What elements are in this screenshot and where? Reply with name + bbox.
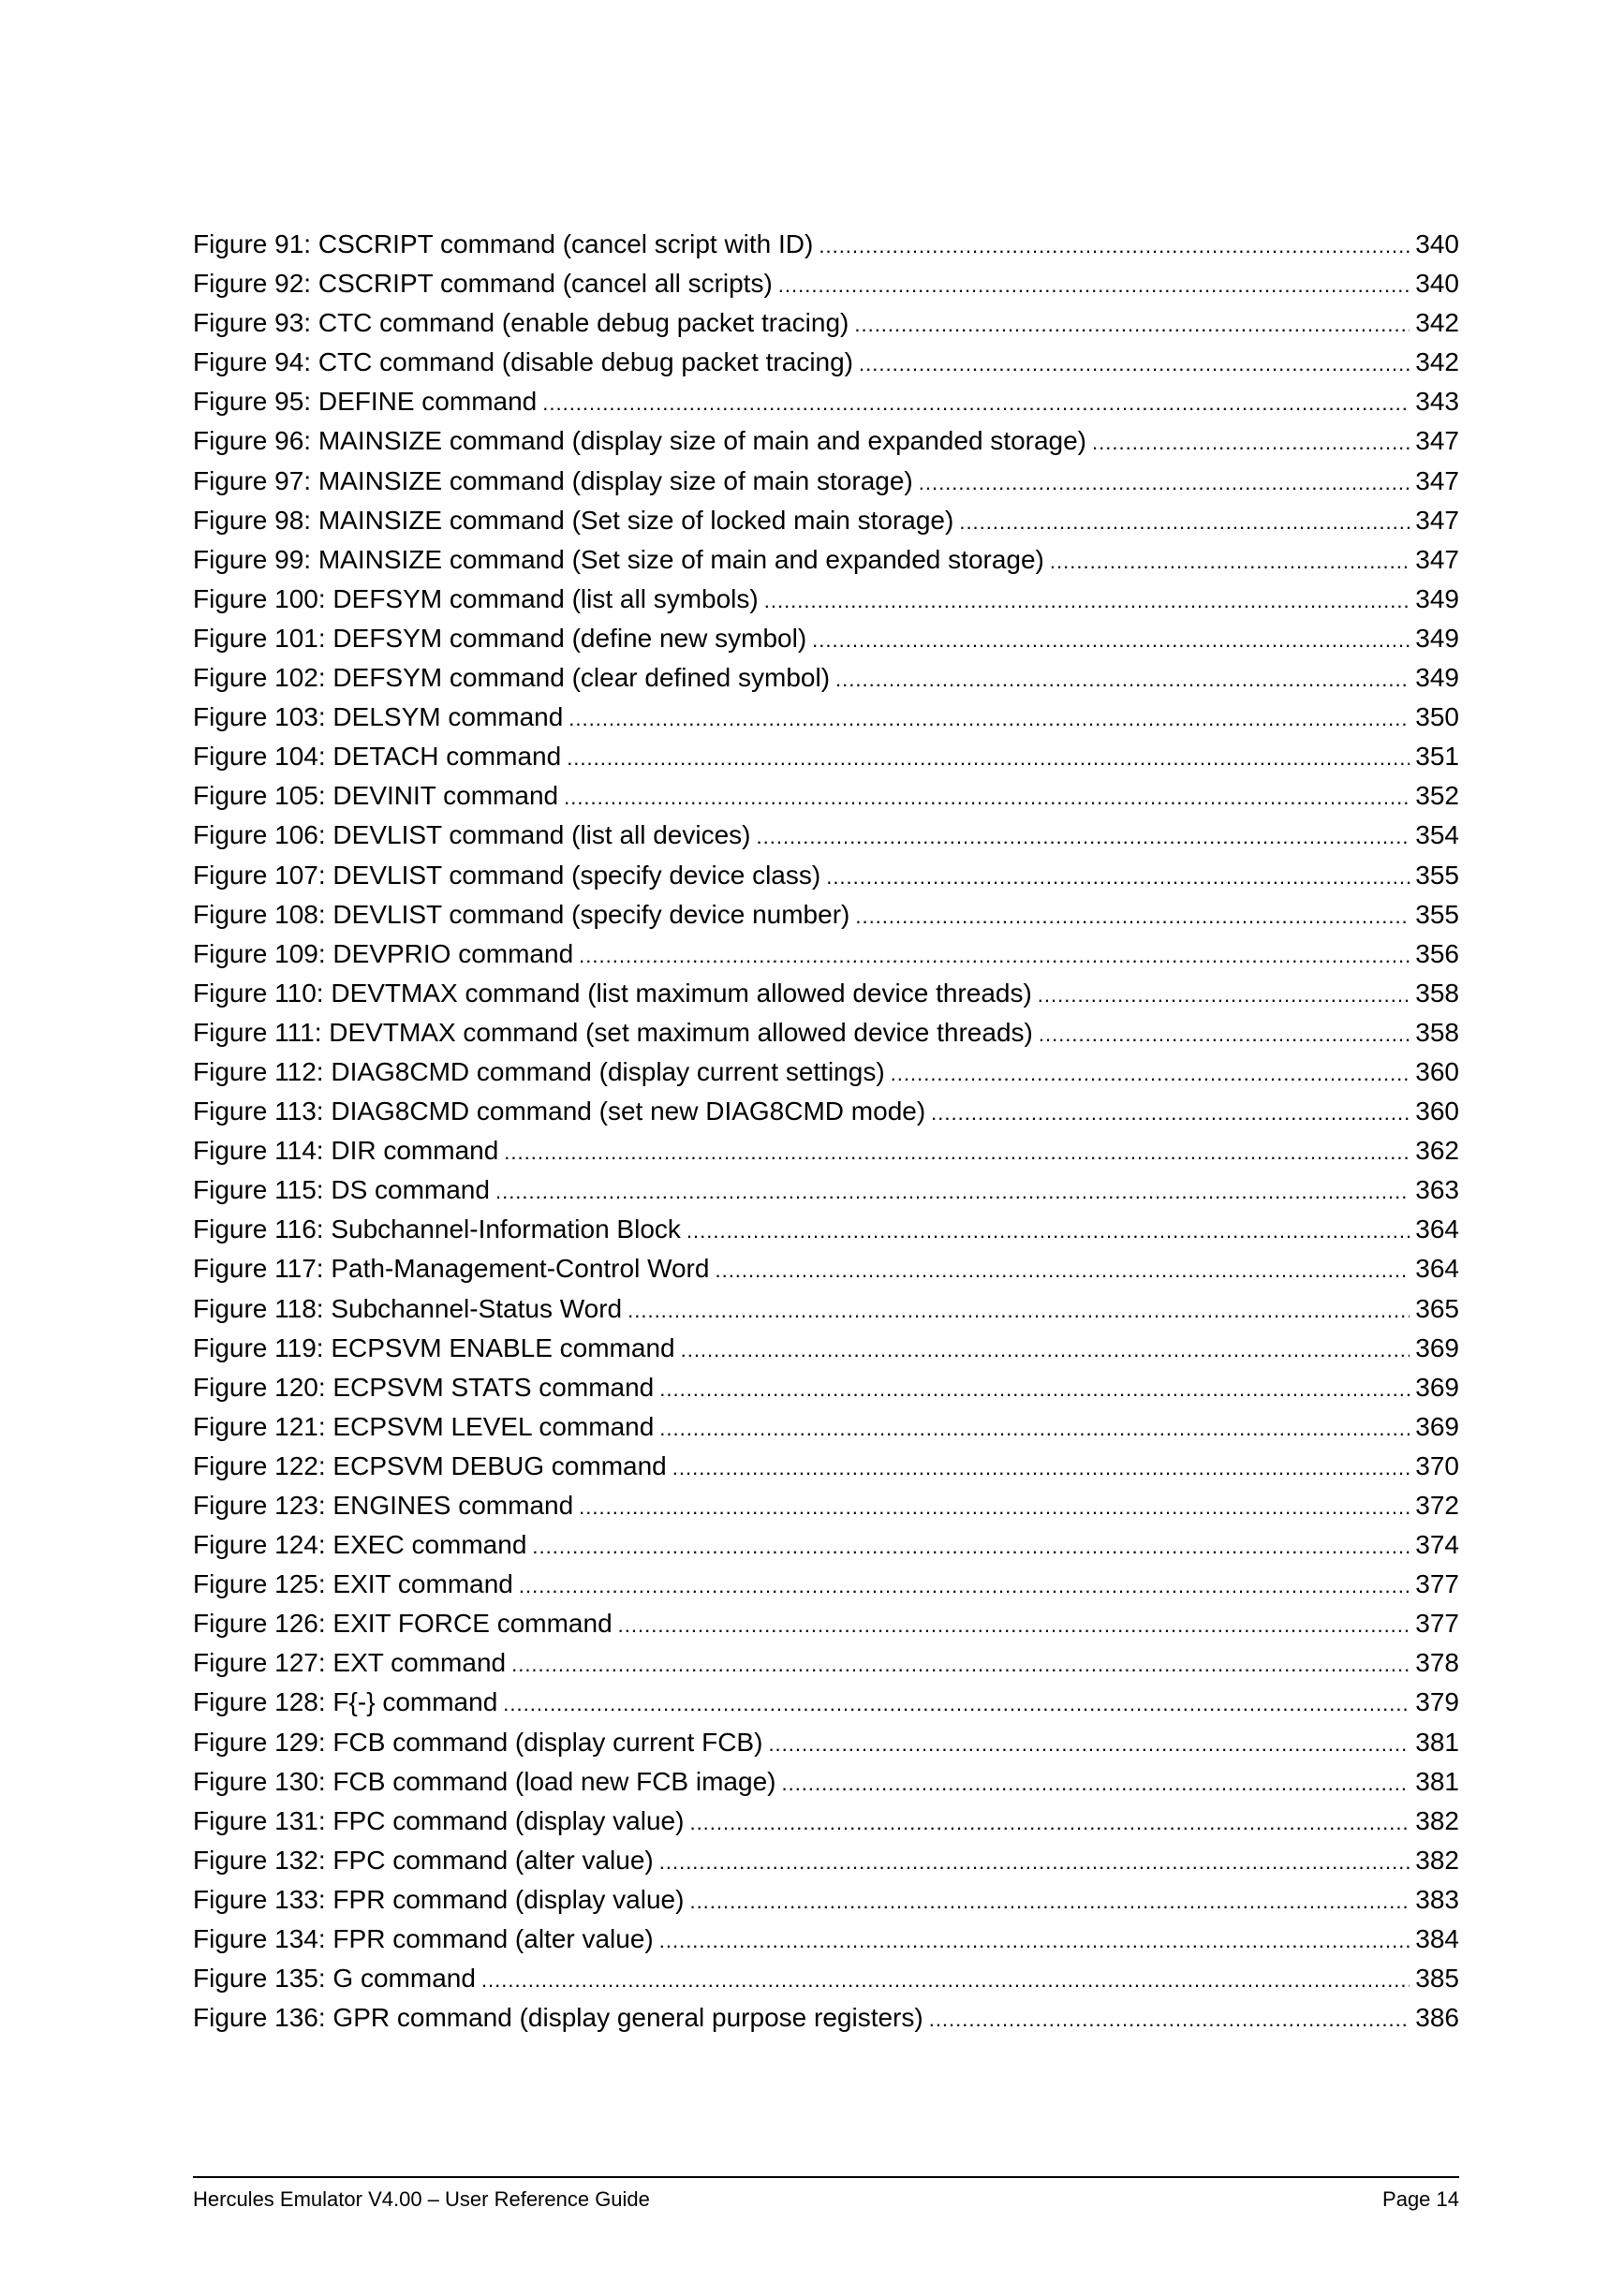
- footer-document-title: Hercules Emulator V4.00 – User Reference Guide: [193, 2187, 650, 2211]
- dot-leader: [579, 1488, 1410, 1525]
- dot-leader: [891, 1054, 1410, 1092]
- toc-entry-page-number: 381: [1415, 1766, 1459, 1796]
- toc-entry[interactable]: [193, 1249, 1459, 1288]
- toc-entry[interactable]: [193, 1604, 1459, 1643]
- toc-entry-page-number: 377: [1415, 1609, 1459, 1639]
- toc-entry-title: Figure 125: EXIT command: [193, 1569, 513, 1599]
- toc-entry[interactable]: [193, 1683, 1459, 1722]
- page-footer: [193, 2176, 1459, 2214]
- toc-entry[interactable]: [193, 1998, 1459, 2038]
- toc-entry-title: Figure 100: DEFSYM command (list all symbols): [193, 583, 759, 613]
- toc-entry[interactable]: [193, 816, 1459, 855]
- toc-entry-title: Figure 114: DIR command: [193, 1136, 499, 1166]
- toc-entry-title: Figure 116: Subchannel-Information Block: [193, 1214, 681, 1244]
- toc-entry-title: Figure 121: ECPSVM LEVEL command: [193, 1411, 655, 1441]
- toc-entry-page-number: 360: [1415, 1056, 1459, 1086]
- dot-leader: [672, 1449, 1410, 1486]
- toc-entry-title: Figure 102: DEFSYM command (clear defined symbol): [193, 663, 831, 693]
- toc-entry-page-number: 383: [1415, 1884, 1459, 1914]
- toc-entry-title: Figure 101: DEFSYM command (define new symbol): [193, 623, 807, 653]
- toc-entry-title: Figure 133: FPR command (display value): [193, 1884, 685, 1914]
- toc-entry[interactable]: [193, 1131, 1459, 1170]
- toc-entry-title: Figure 115: DS command: [193, 1175, 490, 1205]
- toc-entry-title: Figure 98: MAINSIZE command (Set size of locked main storage): [193, 505, 954, 535]
- toc-entry[interactable]: [193, 1802, 1459, 1841]
- dot-leader: [826, 858, 1410, 895]
- toc-entry[interactable]: [193, 856, 1459, 895]
- toc-entry-page-number: 381: [1415, 1727, 1459, 1757]
- toc-entry[interactable]: [193, 1880, 1459, 1920]
- toc-entry[interactable]: [193, 580, 1459, 619]
- toc-entry-title: Figure 92: CSCRIPT command (cancel all scripts): [193, 269, 773, 299]
- toc-entry-page-number: 382: [1415, 1805, 1459, 1835]
- toc-entry[interactable]: [193, 895, 1459, 935]
- dot-leader: [812, 621, 1410, 658]
- dot-leader: [1039, 1015, 1410, 1052]
- dot-leader: [854, 305, 1410, 343]
- footer-page-number: Page 14: [1382, 2187, 1459, 2211]
- toc-entry-title: Figure 99: MAINSIZE command (Set size of main and expanded storage): [193, 544, 1044, 574]
- toc-entry-title: Figure 136: GPR command (display general purpose registers): [193, 2003, 923, 2033]
- toc-entry-title: Figure 119: ECPSVM ENABLE command: [193, 1332, 675, 1362]
- toc-entry-title: Figure 124: EXEC command: [193, 1530, 527, 1560]
- dot-leader: [689, 1882, 1410, 1920]
- toc-entry-page-number: 350: [1415, 702, 1459, 732]
- toc-entry-title: Figure 108: DEVLIST command (specify device number): [193, 899, 850, 929]
- toc-entry[interactable]: [193, 619, 1459, 658]
- dot-leader: [757, 817, 1410, 855]
- dot-leader: [855, 897, 1410, 935]
- toc-entry-title: Figure 106: DEVLIST command (list all devices): [193, 820, 751, 850]
- toc-entry-title: Figure 93: CTC command (enable debug packet tracing): [193, 308, 849, 338]
- toc-entry-page-number: 349: [1415, 623, 1459, 653]
- toc-entry[interactable]: [193, 698, 1459, 737]
- toc-entry-title: Figure 123: ENGINES command: [193, 1491, 574, 1520]
- dot-leader: [687, 1212, 1410, 1249]
- toc-entry-title: Figure 134: FPR command (alter value): [193, 1924, 654, 1954]
- dot-leader: [503, 1685, 1410, 1722]
- toc-entry-title: Figure 110: DEVTMAX command (list maximum allowed device threads): [193, 978, 1032, 1008]
- toc-entry[interactable]: [193, 1052, 1459, 1092]
- dot-leader: [568, 699, 1410, 737]
- dot-leader: [1050, 542, 1410, 580]
- table-of-figures: [193, 225, 1459, 2038]
- toc-entry[interactable]: [193, 1092, 1459, 1131]
- toc-entry-page-number: 369: [1415, 1372, 1459, 1402]
- toc-entry-page-number: 377: [1415, 1569, 1459, 1599]
- toc-entry-page-number: 349: [1415, 583, 1459, 613]
- toc-entry-title: Figure 96: MAINSIZE command (display size of main and expanded storage): [193, 426, 1087, 456]
- toc-entry[interactable]: [193, 1289, 1459, 1329]
- dot-leader: [768, 1725, 1410, 1762]
- dot-leader: [481, 1961, 1410, 1998]
- dot-leader: [519, 1567, 1410, 1604]
- dot-leader: [627, 1291, 1410, 1329]
- toc-entry-page-number: 384: [1415, 1924, 1459, 1954]
- toc-entry[interactable]: [193, 1447, 1459, 1486]
- toc-entry-page-number: 347: [1415, 426, 1459, 456]
- toc-entry[interactable]: [193, 1525, 1459, 1565]
- toc-entry-page-number: 369: [1415, 1332, 1459, 1362]
- toc-entry-title: Figure 118: Subchannel-Status Word: [193, 1293, 623, 1323]
- toc-entry-page-number: 362: [1415, 1136, 1459, 1166]
- toc-entry[interactable]: [193, 540, 1459, 580]
- toc-entry-page-number: 364: [1415, 1214, 1459, 1244]
- dot-leader: [681, 1331, 1410, 1368]
- toc-entry[interactable]: [193, 1723, 1459, 1762]
- toc-entry-page-number: 385: [1415, 1964, 1459, 1994]
- toc-entry[interactable]: [193, 974, 1459, 1013]
- toc-entry[interactable]: [193, 1762, 1459, 1802]
- toc-entry-page-number: 382: [1415, 1845, 1459, 1875]
- toc-entry-page-number: 351: [1415, 742, 1459, 772]
- toc-entry-page-number: 360: [1415, 1096, 1459, 1126]
- toc-entry-title: Figure 130: FCB command (load new FCB image): [193, 1766, 776, 1796]
- toc-entry-page-number: 356: [1415, 938, 1459, 968]
- toc-entry-page-number: 369: [1415, 1411, 1459, 1441]
- toc-entry-page-number: 378: [1415, 1648, 1459, 1678]
- dot-leader: [659, 1409, 1410, 1447]
- toc-entry-title: Figure 111: DEVTMAX command (set maximum allowed device threads): [193, 1017, 1033, 1047]
- toc-entry[interactable]: [193, 1959, 1459, 1998]
- toc-entry-title: Figure 132: FPC command (alter value): [193, 1845, 654, 1875]
- toc-entry-title: Figure 117: Path-Management-Control Word: [193, 1254, 710, 1284]
- toc-entry[interactable]: [193, 382, 1459, 421]
- dot-leader: [532, 1527, 1410, 1565]
- toc-entry-title: Figure 126: EXIT FORCE command: [193, 1609, 613, 1639]
- dot-leader: [835, 660, 1410, 698]
- toc-entry-title: Figure 91: CSCRIPT command (cancel script with ID): [193, 229, 814, 258]
- dot-leader: [659, 1843, 1410, 1880]
- toc-entry[interactable]: [193, 303, 1459, 343]
- dot-leader: [511, 1645, 1410, 1683]
- toc-entry-page-number: 342: [1415, 308, 1459, 338]
- toc-entry-page-number: 358: [1415, 978, 1459, 1008]
- toc-entry-page-number: 355: [1415, 860, 1459, 890]
- toc-entry-title: Figure 113: DIAG8CMD command (set new DIAG8CMD mode): [193, 1096, 926, 1126]
- dot-leader: [919, 464, 1410, 501]
- dot-leader: [929, 2000, 1410, 2038]
- dot-leader: [959, 503, 1410, 540]
- dot-leader: [567, 739, 1410, 776]
- toc-entry[interactable]: [193, 1565, 1459, 1604]
- toc-entry[interactable]: [193, 1841, 1459, 1880]
- toc-entry-page-number: 347: [1415, 505, 1459, 535]
- dot-leader: [618, 1606, 1410, 1643]
- dot-leader: [781, 1764, 1410, 1802]
- toc-entry[interactable]: [193, 1368, 1459, 1407]
- toc-entry-title: Figure 105: DEVINIT command: [193, 781, 559, 811]
- toc-entry-page-number: 354: [1415, 820, 1459, 850]
- toc-entry-page-number: 340: [1415, 269, 1459, 299]
- dot-leader: [778, 266, 1410, 303]
- toc-entry-page-number: 386: [1415, 2003, 1459, 2033]
- toc-entry-title: Figure 97: MAINSIZE command (display size of main storage): [193, 465, 913, 495]
- toc-entry[interactable]: [193, 1643, 1459, 1683]
- toc-entry[interactable]: [193, 1407, 1459, 1447]
- toc-entry-title: Figure 112: DIAG8CMD command (display current settings): [193, 1056, 885, 1086]
- toc-entry-page-number: 364: [1415, 1254, 1459, 1284]
- toc-entry-page-number: 358: [1415, 1017, 1459, 1047]
- toc-entry-title: Figure 107: DEVLIST command (specify device class): [193, 860, 821, 890]
- toc-entry-title: Figure 103: DELSYM command: [193, 702, 564, 732]
- toc-entry-page-number: 347: [1415, 465, 1459, 495]
- toc-entry-page-number: 352: [1415, 781, 1459, 811]
- toc-entry-page-number: 379: [1415, 1687, 1459, 1717]
- dot-leader: [859, 345, 1410, 382]
- toc-entry-title: Figure 95: DEFINE command: [193, 387, 538, 417]
- toc-entry[interactable]: [193, 462, 1459, 501]
- toc-entry[interactable]: [193, 501, 1459, 540]
- dot-leader: [564, 778, 1410, 816]
- toc-entry-page-number: 363: [1415, 1175, 1459, 1205]
- dot-leader: [659, 1921, 1410, 1959]
- dot-leader: [1038, 976, 1410, 1013]
- toc-entry-page-number: 347: [1415, 544, 1459, 574]
- toc-entry-title: Figure 127: EXT command: [193, 1648, 507, 1678]
- toc-entry[interactable]: [193, 1920, 1459, 1959]
- toc-entry[interactable]: [193, 1170, 1459, 1210]
- toc-entry-page-number: 355: [1415, 899, 1459, 929]
- dot-leader: [579, 936, 1410, 974]
- toc-entry-title: Figure 122: ECPSVM DEBUG command: [193, 1450, 667, 1480]
- dot-leader: [819, 227, 1410, 264]
- toc-entry-page-number: 342: [1415, 347, 1459, 377]
- dot-leader: [504, 1133, 1410, 1170]
- toc-entry-page-number: 349: [1415, 663, 1459, 693]
- toc-entry-page-number: 340: [1415, 229, 1459, 258]
- toc-entry-title: Figure 120: ECPSVM STATS command: [193, 1372, 655, 1402]
- toc-entry-title: Figure 135: G command: [193, 1964, 476, 1994]
- toc-entry[interactable]: [193, 935, 1459, 974]
- toc-entry[interactable]: [193, 658, 1459, 698]
- toc-entry[interactable]: [193, 1210, 1459, 1249]
- toc-entry[interactable]: [193, 1013, 1459, 1052]
- toc-entry-title: Figure 129: FCB command (display current FCB): [193, 1727, 763, 1757]
- toc-entry-title: Figure 109: DEVPRIO command: [193, 938, 574, 968]
- toc-entry[interactable]: [193, 776, 1459, 816]
- toc-entry[interactable]: [193, 737, 1459, 776]
- toc-entry[interactable]: [193, 1329, 1459, 1368]
- toc-entry[interactable]: [193, 225, 1459, 264]
- toc-entry[interactable]: [193, 264, 1459, 303]
- dot-leader: [689, 1803, 1410, 1841]
- toc-entry-title: Figure 104: DETACH command: [193, 742, 562, 772]
- toc-entry-title: Figure 94: CTC command (disable debug packet tracing): [193, 347, 854, 377]
- toc-entry[interactable]: [193, 1486, 1459, 1525]
- dot-leader: [931, 1094, 1410, 1131]
- dot-leader: [495, 1172, 1410, 1210]
- dot-leader: [715, 1251, 1410, 1288]
- toc-entry-page-number: 374: [1415, 1530, 1459, 1560]
- toc-entry[interactable]: [193, 421, 1459, 461]
- toc-entry-title: Figure 131: FPC command (display value): [193, 1805, 685, 1835]
- dot-leader: [659, 1370, 1410, 1407]
- dot-leader: [1092, 423, 1410, 461]
- toc-entry[interactable]: [193, 343, 1459, 382]
- toc-entry-title: Figure 128: F{-} command: [193, 1687, 498, 1717]
- dot-leader: [542, 384, 1410, 421]
- toc-entry-page-number: 365: [1415, 1293, 1459, 1323]
- toc-entry-page-number: 370: [1415, 1450, 1459, 1480]
- toc-entry-page-number: 343: [1415, 387, 1459, 417]
- toc-entry-page-number: 372: [1415, 1491, 1459, 1520]
- dot-leader: [764, 581, 1410, 619]
